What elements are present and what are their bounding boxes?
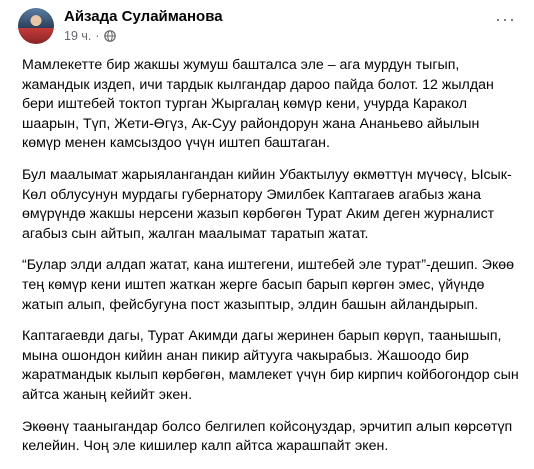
post-paragraph: “Булар элди алдап жатат, кана иштегени, иштебей эле турат”-дешип. Экөө тең көмүр кени иштеп жаткан жерге басып барып көргөн эмес, үйүндө жатып алып, фейсбугуна пост жазыптыр, элдин башын айландырып.	[22, 257, 514, 313]
post-paragraph: Мамлекетте бир жакшы жумуш башталса эле – ага мурдун тыгып, жамандык издеп, ичи тардык кылгандар дароо пайда болот. 12 жылдан бери иштебей токтоп турган Жыргалаң көмүр кени, учурда Каракол шаарын, Түп, Жети-Өгүз, Ак-Суу райондорун жана Ананьево айылын көмүр менен камсыздоо үчүн иштеп баштаган.	[22, 57, 494, 152]
post-paragraph: Каптагаевди дагы, Турат Акимди дагы жеринен барып көрүп, таанышып, мына ошондон кийин анан пикир айтууга чакырабыз. Жашоодо бир жаратмандык кылып көрбөгөн, мамлекет үчүн бир кирпич койбогондор сын айтса жаның кейийт экен.	[22, 328, 519, 403]
post-header	[18, 8, 223, 44]
avatar[interactable]	[18, 8, 54, 44]
more-options-icon[interactable]: ···	[495, 9, 516, 29]
author-name[interactable]: Айзада Сулайманова	[64, 8, 223, 25]
post-body	[22, 56, 522, 469]
globe-icon	[104, 30, 116, 42]
post-paragraph: Бул маалымат жарыялангандан кийин Убактылуу өкмөттүн мүчөсү, Ысык-Көл облусунун мурдагы губернатору Эмилбек Каптагаев агабыз жана өмүрүндө жакшы нерсени жазып көрбөгөн Турат Аким деген журналист агабыз сын айтып, жалган маалымат таратып жатат.	[22, 166, 512, 242]
post-subline	[64, 28, 223, 44]
separator-dot: ·	[95, 29, 100, 43]
post-timestamp[interactable]: 19 ч.	[64, 29, 92, 43]
post-meta	[64, 8, 223, 44]
post-paragraph: Экөөнү тааныгандар болсо белгилеп койсоңуздар, эрчитип алып көрсөтүп келейин. Чоң эле кишилер калп айтса жарашпайт экен.	[22, 418, 513, 455]
